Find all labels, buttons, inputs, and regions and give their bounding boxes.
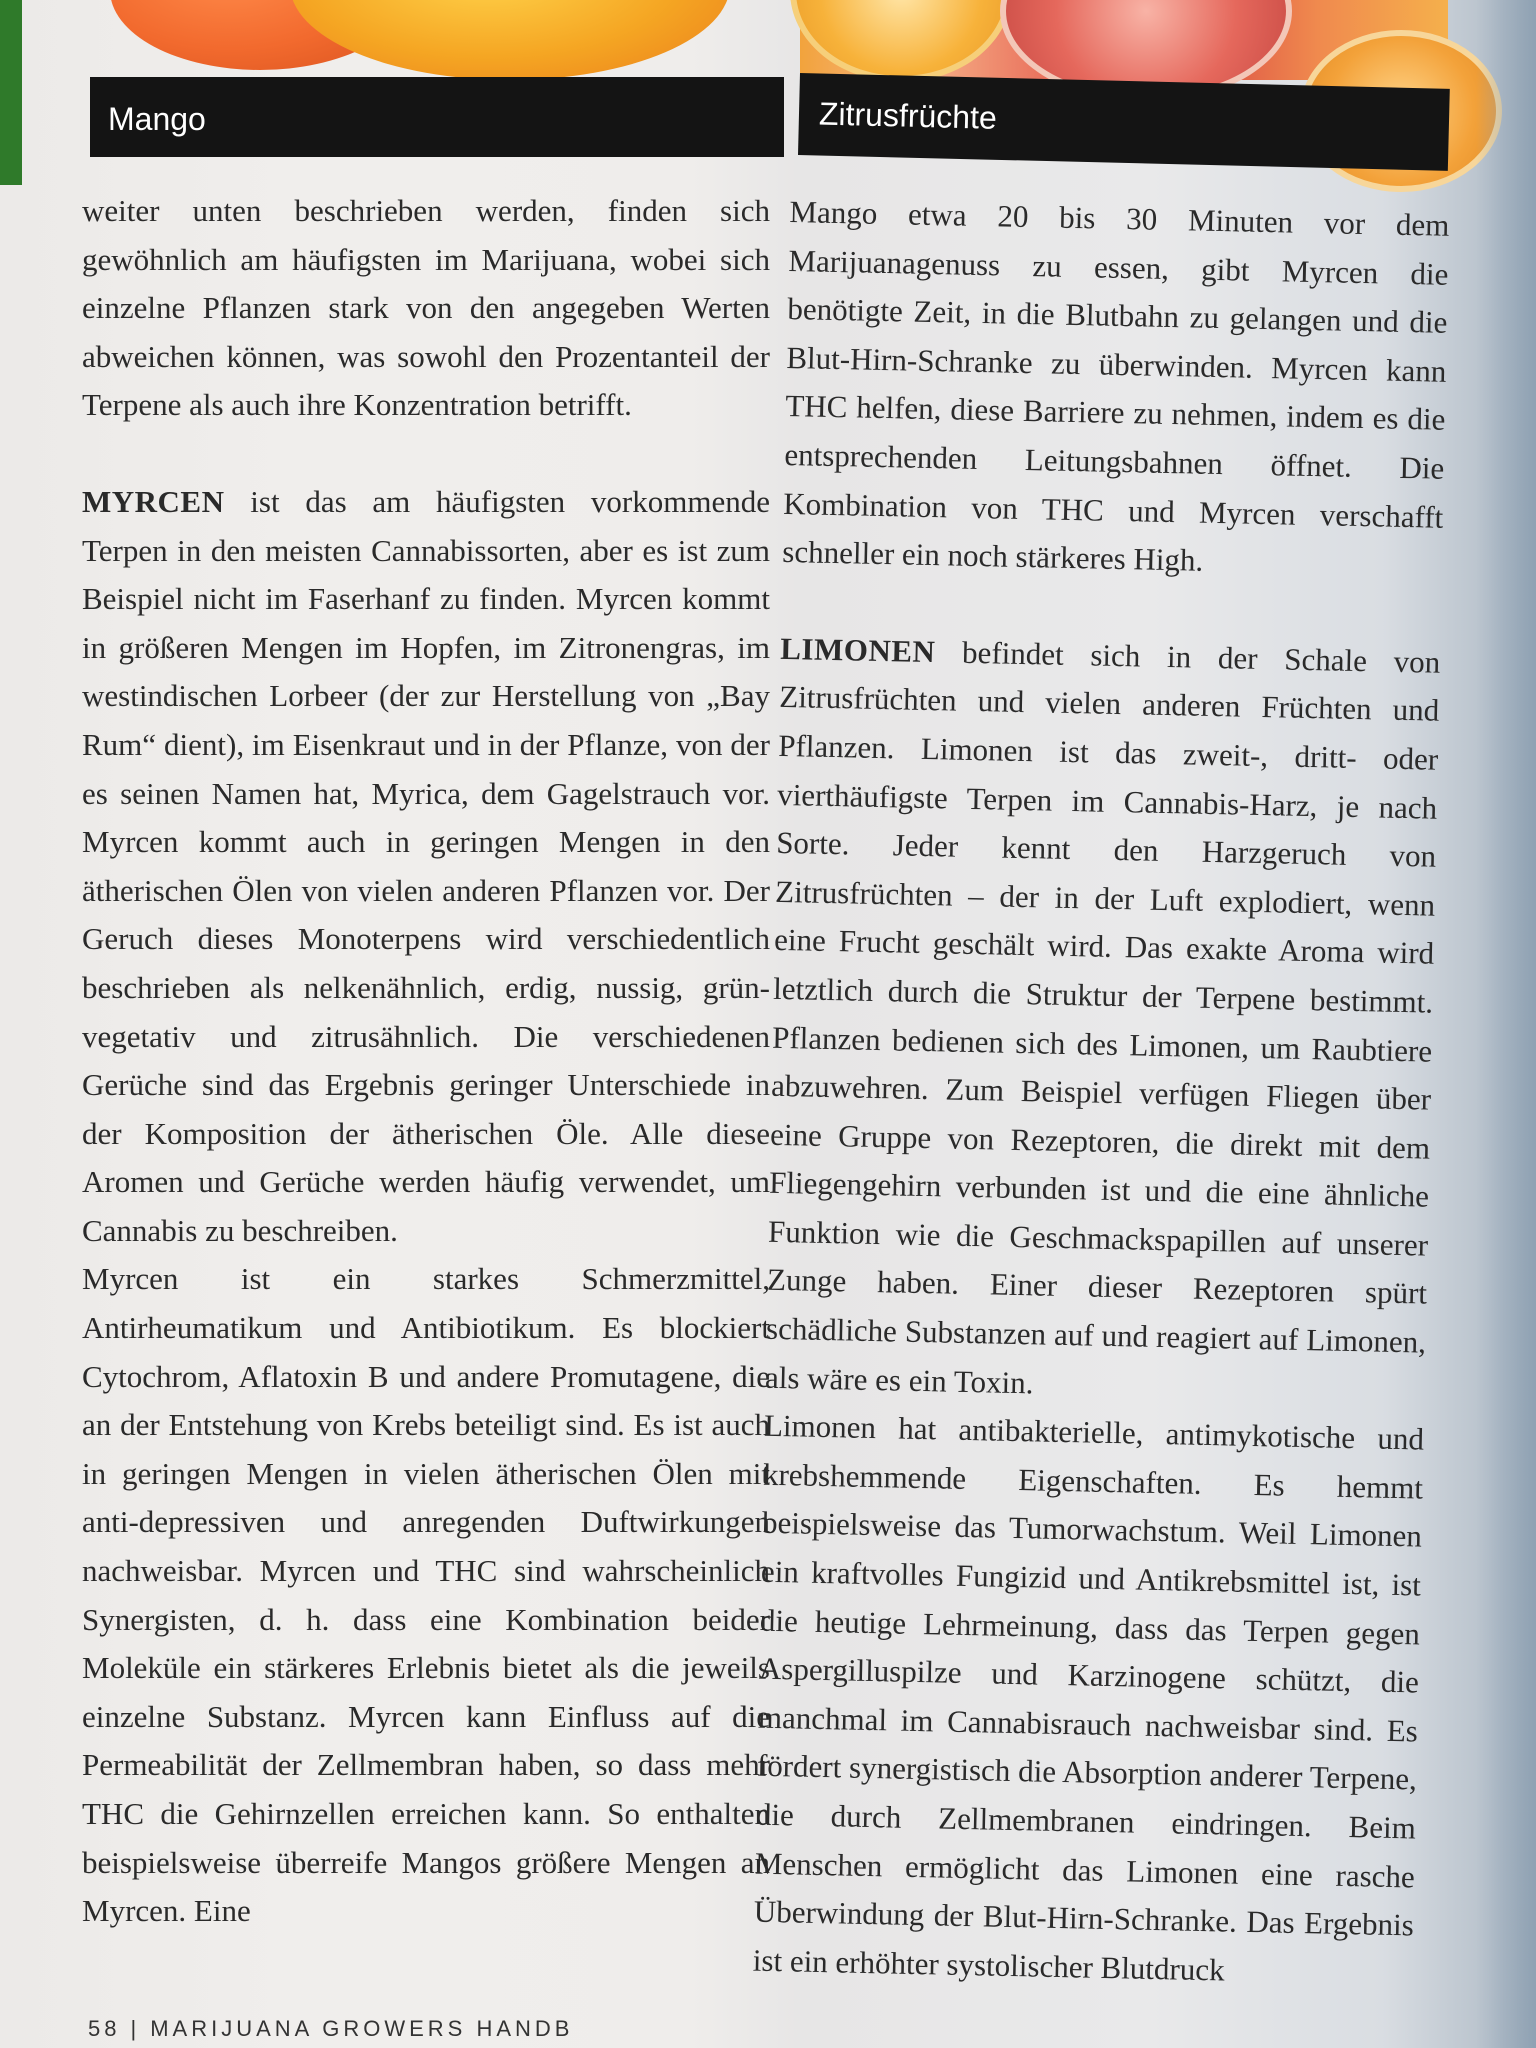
term-limonen: LIMONEN <box>779 630 936 669</box>
section-title-mango: Mango <box>108 101 206 137</box>
page-footer <box>88 2016 573 2042</box>
paragraph-myrcen-text: ist das am häufigsten vorkommende Terpen in den meisten Cannabissorten, aber es ist zum Beispiel nicht im Faserhanf zu finden. Myrcen kommt in größeren Mengen im Hopfen, im Zitronengras, im westindischen Lorbeer (der zur Herstellung von „Bay Rum“ dient), im Eisenkraut und in der Pflanze, von der es seinen Namen hat, Myrica, dem Gagelstrauch vor. Myrcen kommt auch in geringen Mengen in den ätherischen Ölen von vielen anderen Pflanzen vor. Der Geruch dieses Monoterpens wird verschiedentlich beschrieben als nelkenähnlich, erdig, nussig, grün-vegetativ und zitrusähnlich. Die verschiedenen Gerüche sind das Ergebnis geringer Unterschiede in der Komposition der ätherischen Öle. Alle diese Aromen und Gerüche werden häufig verwendet, um Cannabis zu beschreiben. <box>82 483 770 1248</box>
page-curl-shadow <box>1476 0 1536 2048</box>
paragraph-myrcen-effects: Myrcen ist ein starkes Schmerzmittel, Antirheumatikum und Antibiotikum. Es blockiert Cytochrom, Aflatoxin B und andere Promutagene, die an der Entstehung von Krebs beteiligt sind. Es ist auch in geringen Mengen in vielen ätherischen Ölen mit anti-depressiven und anregenden Duftwirkungen nachweisbar. Myrcen und THC sind wahrscheinlich Synergisten, d. h. dass eine Kombination beider Moleküle ein stärkeres Erlebnis bietet als die jeweils einzelne Substanz. Myrcen kann Einfluss auf die Permeabilität der Zellmembran haben, so dass mehr THC die Gehirnzellen erreichen kann. So enthalten beispielsweise überreife Mangos größere Mengen an Myrcen. Eine <box>82 1261 770 1929</box>
right-text-column <box>752 188 1449 1999</box>
section-header-citrus <box>798 73 1450 171</box>
paragraph-mango-continued: Mango etwa 20 bis 30 Minuten vor dem Marijuanagenuss zu essen, gibt Myrcen die benötigte Zeit, in die Blutbahn zu gelangen und die Blut-Hirn-Schranke zu überwinden. Myrcen kann THC helfen, diese Barriere zu nehmen, indem es die entsprechenden Leitungsbahnen öffnet. Die Kombination von THC und Myrcen verschafft schneller ein noch stärkeres High. <box>782 193 1450 578</box>
footer-separator: | <box>130 2016 141 2041</box>
left-text-column <box>82 187 770 1936</box>
paragraph-limonen-effects: Limonen hat antibakterielle, antimykotische und krebshemmende Eigenschaften. Es hemmt beispielsweise das Tumorwachstum. Weil Limonen ein kraftvolles Fungizid und Antikrebsmittel ist, ist die heutige Lehrmeinung, dass das Terpen gegen Aspergilluspilze und Karzinogene schützt, die manchmal im Cannabisrauch nachweisbar sind. Es fördert synergistisch die Absorption anderer Terpene, die durch Zellmembranen eindringen. Beim Menschen ermöglicht das Limonen eine rasche Überwindung der Blut-Hirn-Schranke. Das Ergebnis ist ein erhöhter systolischer Blutdruck <box>752 1407 1425 1988</box>
book-title: MARIJUANA GROWERS HANDB <box>150 2016 574 2041</box>
paragraph-spacer <box>82 430 770 478</box>
term-myrcen: MYRCEN <box>82 483 225 519</box>
section-header-mango <box>90 77 784 157</box>
paragraph-limonen <box>765 625 1441 1416</box>
paragraph-limonen-text: befindet sich in der Schale von Zitrusfrüchten und vielen anderen Früchten und Pflanzen. Limonen ist das zweit-, dritt- oder vierthäufigste Terpen im Cannabis-Harz, je nach Sorte. Jeder kennt den Harzgeruch von Zitrusfrüchten – der in der Luft explodiert, wenn eine Frucht geschält wird. Das exakte Aroma wird letztlich durch die Struktur der Terpene bestimmt. Pflanzen bedienen sich des Limonen, um Raubtiere abzuwehren. Zum Beispiel verfügen Fliegen über eine Gruppe von Rezeptoren, die direkt mit dem Fliegengehirn verbunden ist und die eine ähnliche Funktion wie die Geschmackspapillen auf unserer Zunge haben. Einer dieser Rezeptoren spürt schädliche Substanzen auf und reagiert auf Limonen, als wäre es ein Toxin. <box>764 633 1441 1401</box>
paragraph-myrcen <box>82 478 770 1256</box>
section-title-citrus: Zitrusfrüchte <box>818 95 998 136</box>
mango-photo-second <box>290 0 730 80</box>
paragraph-intro: weiter unten beschrieben werden, finden sich gewöhnlich am häufigsten im Marijuana, wobei sich einzelne Pflanzen stark von den angegeben Werten abweichen können, was sowohl den Prozentanteil der Terpene als auch ihre Konzentration betrifft. <box>82 193 770 423</box>
green-edge-strip <box>0 0 22 185</box>
page-number: 58 <box>88 2016 121 2041</box>
